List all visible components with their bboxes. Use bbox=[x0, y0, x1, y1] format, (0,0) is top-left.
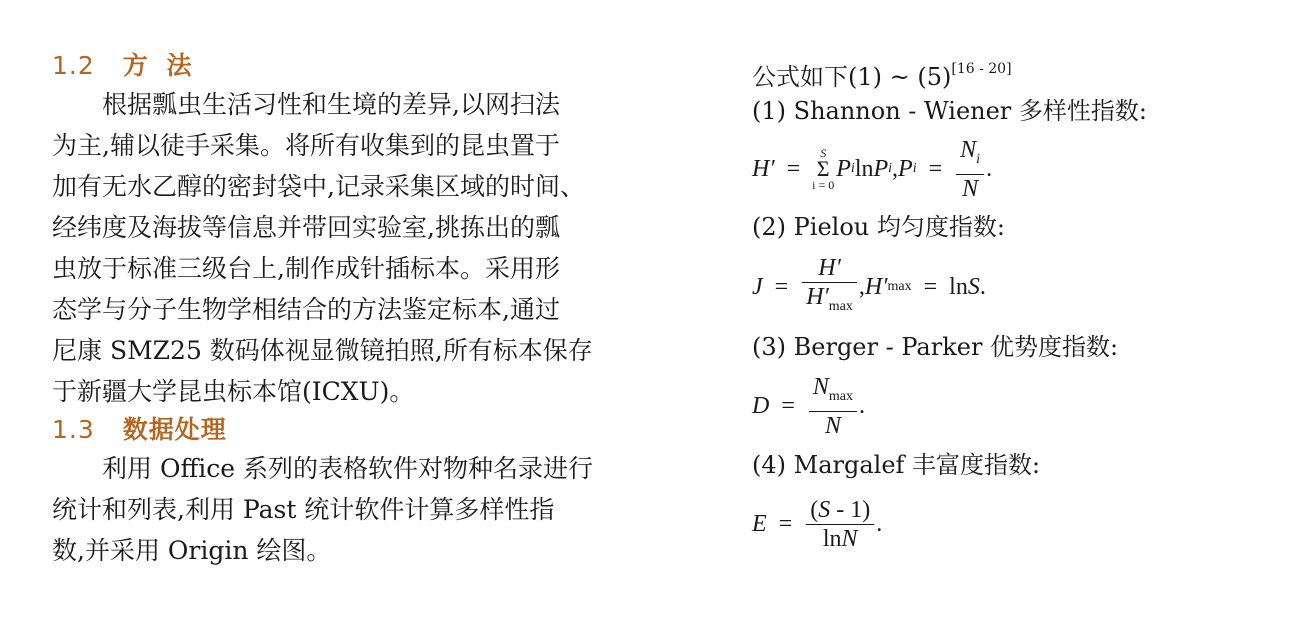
lhs2-var: H′ bbox=[864, 273, 888, 300]
ln-operator: ln bbox=[854, 155, 874, 182]
denominator bbox=[819, 525, 862, 553]
section-number: 1.3 bbox=[52, 415, 95, 444]
text-line: 根据瓢虫生活习性和生境的差异,以网扫法 bbox=[102, 90, 560, 119]
separator: , bbox=[892, 155, 899, 182]
fraction bbox=[809, 373, 857, 440]
text-line: 于新疆大学昆虫标本馆(ICXU)。 bbox=[52, 377, 415, 406]
numerator bbox=[809, 373, 857, 411]
section-title: 方 法 bbox=[122, 51, 197, 80]
index-label-margalef: (4) Margalef 丰富度指数: bbox=[752, 451, 1041, 479]
denominator-var: N bbox=[841, 525, 858, 552]
denominator-var: H′ bbox=[806, 283, 829, 310]
period: . bbox=[876, 510, 883, 537]
numerator bbox=[806, 496, 874, 524]
rhs-var: S bbox=[967, 273, 980, 300]
summation-operator bbox=[812, 147, 834, 191]
denominator-sub: max bbox=[828, 298, 853, 314]
term2-sub: i bbox=[888, 161, 893, 176]
term-var: P bbox=[836, 155, 851, 182]
separator: , bbox=[858, 273, 865, 300]
text-line: 统计和列表,利用 Past 统计软件计算多样性指 bbox=[52, 495, 555, 524]
ln-operator: ln bbox=[822, 525, 842, 552]
left-column bbox=[52, 48, 642, 571]
lhs2-var: P bbox=[898, 155, 913, 182]
numerator-var: N bbox=[960, 136, 977, 163]
text-line: 为主,辅以徒手采集。将所有收集到的昆虫置于 bbox=[52, 131, 560, 160]
numerator: H′ bbox=[818, 254, 841, 281]
term-sub: i bbox=[850, 161, 855, 176]
section-heading-1-3 bbox=[52, 412, 642, 448]
formula-margalef bbox=[752, 486, 1272, 562]
open-paren: ( bbox=[810, 496, 819, 523]
period: . bbox=[986, 155, 993, 182]
lhs2-sub: i bbox=[912, 161, 917, 176]
denominator: N bbox=[962, 175, 979, 202]
close-paren: ) bbox=[862, 496, 871, 523]
data-processing-paragraph bbox=[52, 448, 642, 571]
sigma-symbol: Σ bbox=[816, 156, 830, 181]
numerator-var: N bbox=[812, 373, 829, 400]
text-line: 尼康 SMZ25 数码体视显微镜拍照,所有标本保存 bbox=[52, 336, 593, 365]
equals-sign: = bbox=[923, 273, 938, 300]
formula-intro bbox=[752, 48, 1272, 90]
methods-paragraph bbox=[52, 84, 642, 412]
index-label-berger-parker: (3) Berger - Parker 优势度指数: bbox=[752, 333, 1119, 361]
formula-lhs: H′ bbox=[752, 155, 775, 182]
text-line: 加有无水乙醇的密封袋中,记录采集区域的时间、 bbox=[52, 172, 585, 201]
text-line: 数,并采用 Origin 绘图。 bbox=[52, 536, 332, 565]
index-label-pielou: (2) Pielou 均匀度指数: bbox=[752, 213, 1005, 241]
formula-lhs: E bbox=[752, 510, 767, 537]
section-title: 数据处理 bbox=[122, 415, 227, 444]
equals-sign: = bbox=[778, 510, 793, 537]
formula-berger-parker bbox=[752, 368, 1272, 444]
numerator-var: S bbox=[818, 496, 831, 523]
fraction bbox=[956, 136, 984, 203]
text-line: 态学与分子生物学相结合的方法鉴定标本,通过 bbox=[52, 295, 560, 324]
denominator: N bbox=[824, 412, 841, 439]
text-line: 利用 Office 系列的表格软件对物种名录进行 bbox=[102, 454, 593, 483]
ln-operator: ln bbox=[949, 273, 968, 300]
text-line: 经纬度及海拔等信息并带回实验室,挑拣出的瓢 bbox=[52, 213, 560, 242]
formula-lhs: D bbox=[752, 392, 770, 419]
numerator-rest: - 1 bbox=[830, 496, 863, 523]
fraction bbox=[806, 496, 874, 553]
equals-sign: = bbox=[781, 392, 795, 419]
sum-lower-limit: i = 0 bbox=[812, 178, 835, 192]
intro-text: 公式如下(1) ~ (5) bbox=[752, 63, 952, 91]
period: . bbox=[859, 392, 866, 419]
numerator-sub: max bbox=[828, 388, 854, 404]
formula-pielou bbox=[752, 248, 1272, 326]
section-heading-1-2 bbox=[52, 48, 642, 84]
equals-sign: = bbox=[786, 155, 801, 182]
right-column bbox=[752, 48, 1272, 562]
denominator bbox=[802, 283, 857, 321]
lhs2-sub: max bbox=[887, 279, 912, 294]
formula-lhs: J bbox=[752, 273, 763, 300]
formula-shannon bbox=[752, 132, 1272, 206]
period: . bbox=[979, 273, 986, 300]
equals-sign: = bbox=[774, 273, 789, 300]
index-label-shannon: (1) Shannon - Wiener 多样性指数: bbox=[752, 97, 1147, 125]
equals-sign: = bbox=[928, 155, 943, 182]
text-line: 虫放于标准三级台上,制作成针插标本。采用形 bbox=[52, 254, 560, 283]
citation: [16 - 20] bbox=[951, 61, 1012, 77]
term2-var: P bbox=[873, 155, 889, 182]
sum-upper-limit: S bbox=[820, 146, 827, 160]
fraction bbox=[802, 254, 857, 321]
numerator bbox=[956, 136, 984, 174]
section-number: 1.2 bbox=[52, 51, 95, 80]
numerator-sub: i bbox=[976, 151, 981, 167]
